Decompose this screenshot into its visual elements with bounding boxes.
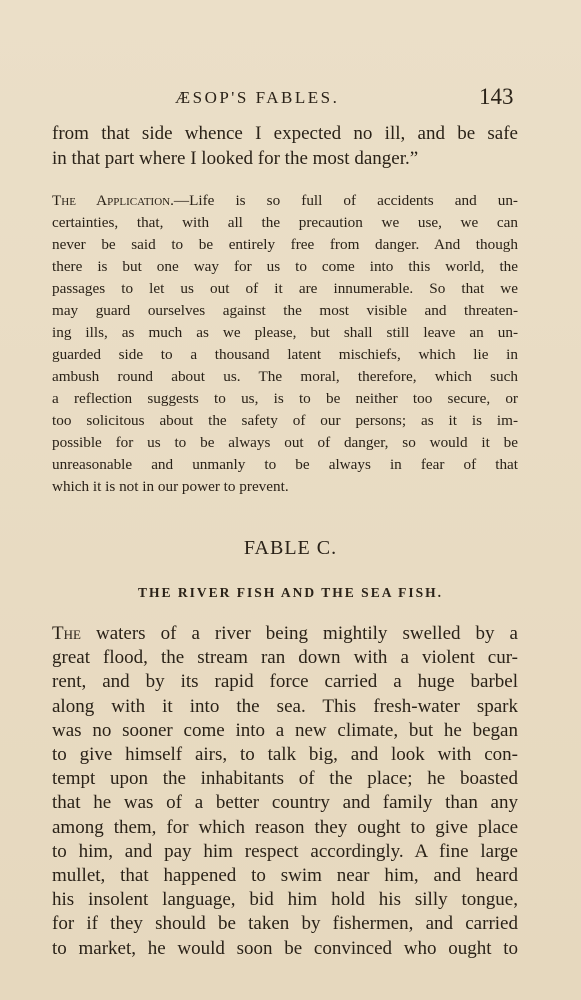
- text-line: in that part where I looked for the most danger.”: [52, 148, 419, 169]
- text-line: from that side whence I expected no ill, and be safe: [52, 123, 518, 144]
- text-line: possible for us to be always out of danger, so would it be: [52, 434, 518, 451]
- fable-first-word: The: [52, 623, 81, 644]
- text-line: mullet, that happened to swim near him, and heard: [52, 865, 518, 887]
- text-line: great flood, the stream ran down with a violent cur-: [52, 647, 518, 669]
- page-header: [0, 84, 581, 114]
- page-number: 143: [479, 84, 514, 109]
- text-line: for if they should be taken by fishermen, and carried: [52, 913, 518, 935]
- text-line: among them, for which reason they ought to give place: [52, 816, 518, 838]
- running-title: ÆSOP'S FABLES.: [175, 88, 340, 107]
- fable-title: FABLE C.: [243, 537, 338, 559]
- text-line: may guard ourselves against the most visible and threaten-: [52, 302, 518, 319]
- text-line: was no sooner come into a new climate, but he began: [52, 719, 518, 741]
- text-line: too solicitous about the safety of our persons; as it is im-: [52, 412, 518, 429]
- text-line: to give himself airs, to talk big, and look with con-: [52, 744, 518, 766]
- application-label: The Application.: [52, 192, 174, 209]
- text-line: never be said to be entirely free from danger. And though: [52, 236, 518, 253]
- text-line: certainties, that, with all the precaution we use, we can: [52, 214, 518, 231]
- continuation-paragraph: [52, 121, 518, 171]
- text-line: which it is not in our power to prevent.: [52, 478, 289, 495]
- fable-first-line-rest: waters of a river being mightily swelled by a: [80, 623, 518, 644]
- text-line: tempt upon the inhabitants of the place; he boasted: [52, 768, 518, 790]
- text-line: along with it into the sea. This fresh-water spark: [52, 695, 518, 717]
- application-first-line: [52, 190, 518, 212]
- text-line: ambush round about us. The moral, therefore, which such: [52, 368, 518, 385]
- fable-subtitle: THE RIVER FISH AND THE SEA FISH.: [138, 585, 443, 600]
- fable-first-line: [52, 622, 518, 646]
- text-line: to him, and pay him respect accordingly. A fine large: [52, 840, 518, 862]
- application-first-line-rest: —Life is so full of accidents and un-: [173, 192, 518, 209]
- text-line: a reflection suggests to us, is to be neither too secure, or: [52, 390, 518, 407]
- text-line: passages to let us out of it are innumerable. So that we: [52, 280, 518, 297]
- text-line: that he was of a better country and family than any: [52, 792, 518, 814]
- text-line: rent, and by its rapid force carried a huge barbel: [52, 671, 518, 693]
- text-line: his insolent language, bid him hold his silly tongue,: [52, 889, 518, 911]
- fable-paragraph: [52, 622, 518, 961]
- text-line: ing ills, as much as we please, but shall still leave an un-: [52, 324, 518, 341]
- text-line: guarded side to a thousand latent mischiefs, which lie in: [52, 346, 518, 363]
- text-line: unreasonable and unmanly to be always in fear of that: [52, 456, 518, 473]
- application-paragraph: [52, 190, 518, 498]
- text-line: to market, he would soon be convinced who ought to: [52, 937, 518, 959]
- text-line: there is but one way for us to come into this world, the: [52, 258, 518, 275]
